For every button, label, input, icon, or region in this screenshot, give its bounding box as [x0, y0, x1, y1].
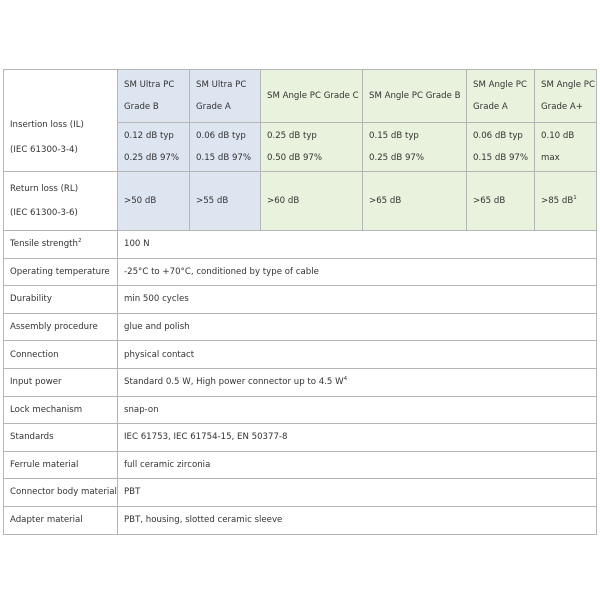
return-loss-value	[261, 172, 363, 231]
row-label	[4, 479, 118, 507]
spec-table	[3, 69, 597, 535]
column-header-sm-ultra-pc-grade-a	[190, 70, 261, 123]
row-label	[4, 451, 118, 479]
row-label-text: Durability	[10, 294, 52, 305]
insertion-loss-value	[190, 123, 261, 172]
return-loss-value-text: >85 dB	[541, 195, 574, 206]
column-header-line1: SM Ultra PC	[196, 79, 247, 90]
return-loss-value-text: >55 dB	[196, 195, 229, 206]
return-loss-label-cell	[4, 172, 118, 231]
row-label	[4, 313, 118, 341]
insertion-loss-typ: 0.12 dB typ	[124, 130, 174, 141]
row-label	[4, 341, 118, 369]
row-value-text: PBT	[124, 487, 141, 498]
row-label	[4, 258, 118, 286]
row-value-text: snap-on	[124, 404, 159, 415]
row-label-text: Connector body material	[10, 487, 117, 498]
column-header-line1: SM Angle PC Grade C	[267, 90, 359, 101]
row-label	[4, 286, 118, 314]
return-loss-row	[4, 172, 597, 231]
row-value	[118, 479, 597, 507]
table-header-row	[4, 70, 597, 123]
return-loss-value-text: >65 dB	[473, 195, 506, 206]
insertion-loss-typ: 0.06 dB typ	[473, 130, 523, 141]
table-row	[4, 368, 597, 396]
table-row	[4, 286, 597, 314]
table-row	[4, 258, 597, 286]
row-value	[118, 313, 597, 341]
insertion-loss-value	[261, 123, 363, 172]
insertion-loss-standard: (IEC 61300-3-4)	[10, 144, 78, 155]
return-loss-value-text: >60 dB	[267, 195, 300, 206]
column-header-sm-angle-pc-grade-a	[467, 70, 535, 123]
row-value	[118, 258, 597, 286]
insertion-loss-97: max	[541, 153, 560, 163]
row-label-text: Assembly procedure	[10, 321, 98, 332]
insertion-loss-value	[363, 123, 467, 172]
return-loss-value	[467, 172, 535, 231]
insertion-loss-typ: 0.25 dB typ	[267, 130, 317, 141]
table-row	[4, 451, 597, 479]
row-value-text: -25°C to +70°C, conditioned by type of cable	[124, 266, 319, 277]
return-loss-title: Return loss (RL)	[10, 183, 79, 194]
footnote-marker: 4	[343, 376, 348, 383]
row-label-text: Tensile strength	[10, 239, 78, 250]
row-label	[4, 231, 118, 259]
row-label-text: Input power	[10, 377, 62, 388]
row-value-text: 100 N	[124, 239, 150, 250]
column-header-line2: Grade A+	[541, 102, 584, 112]
insertion-loss-97: 0.25 dB 97%	[369, 153, 425, 163]
column-header-line1: SM Ultra PC	[124, 79, 175, 90]
insertion-loss-value	[467, 123, 535, 172]
row-value-text: Standard 0.5 W, High power connector up to 4.5 W	[124, 377, 344, 388]
insertion-loss-title: Insertion loss (IL)	[10, 120, 84, 131]
insertion-loss-label-cell	[4, 70, 118, 172]
spec-table-container	[3, 69, 596, 535]
row-value	[118, 451, 597, 479]
column-header-line2: Grade A	[196, 102, 231, 112]
row-label-text: Lock mechanism	[10, 404, 83, 415]
row-value-text: IEC 61753, IEC 61754-15, EN 50377-8	[124, 432, 288, 443]
footnote-marker: 2	[78, 238, 82, 245]
column-header-line2: Grade B	[124, 102, 159, 112]
return-loss-value	[118, 172, 190, 231]
footnote-marker: 1	[573, 194, 577, 201]
column-header-line1: SM Angle PC	[473, 79, 527, 90]
row-value-text: PBT, housing, slotted ceramic sleeve	[124, 515, 283, 526]
return-loss-value-text: >50 dB	[124, 195, 157, 206]
row-value-text: glue and polish	[124, 321, 190, 332]
insertion-loss-value	[118, 123, 190, 172]
insertion-loss-97: 0.25 dB 97%	[124, 153, 180, 163]
row-value	[118, 396, 597, 424]
row-value-text: min 500 cycles	[124, 294, 189, 305]
row-label	[4, 424, 118, 452]
return-loss-value	[190, 172, 261, 231]
row-label-text: Ferrule material	[10, 459, 79, 470]
insertion-loss-typ: 0.15 dB typ	[369, 130, 419, 141]
row-label-text: Standards	[10, 432, 54, 443]
row-value	[118, 231, 597, 259]
table-row	[4, 341, 597, 369]
row-value	[118, 341, 597, 369]
row-label	[4, 396, 118, 424]
column-header-line1: SM Angle PC	[541, 79, 595, 90]
table-row	[4, 479, 597, 507]
insertion-loss-97: 0.15 dB 97%	[473, 153, 529, 163]
return-loss-standard: (IEC 61300-3-6)	[10, 208, 78, 218]
row-value-text: physical contact	[124, 349, 195, 360]
column-header-sm-angle-pc-grade-a-plus	[535, 70, 597, 123]
insertion-loss-97: 0.50 dB 97%	[267, 153, 323, 163]
insertion-loss-97: 0.15 dB 97%	[196, 153, 252, 163]
insertion-loss-label	[10, 86, 111, 155]
row-value-text: full ceramic zirconia	[124, 459, 211, 470]
return-loss-value	[535, 172, 597, 231]
table-row	[4, 231, 597, 259]
column-header-sm-ultra-pc-grade-b	[118, 70, 190, 123]
insertion-loss-typ: 0.10 dB	[541, 130, 575, 141]
row-value	[118, 368, 597, 396]
row-label-text: Adapter material	[10, 515, 83, 526]
insertion-loss-value	[535, 123, 597, 172]
column-header-sm-angle-pc-grade-b	[363, 70, 467, 123]
return-loss-value-text: >65 dB	[369, 195, 402, 206]
column-header-line1: SM Angle PC Grade B	[369, 90, 461, 101]
row-value	[118, 506, 597, 534]
row-label-text: Connection	[10, 349, 59, 360]
row-label-text: Operating temperature	[10, 266, 110, 277]
column-header-line2: Grade A	[473, 102, 508, 112]
row-value	[118, 286, 597, 314]
table-row	[4, 424, 597, 452]
row-value	[118, 424, 597, 452]
row-label	[4, 506, 118, 534]
insertion-loss-typ: 0.06 dB typ	[196, 130, 246, 141]
row-label	[4, 368, 118, 396]
table-row	[4, 396, 597, 424]
return-loss-value	[363, 172, 467, 231]
table-row	[4, 313, 597, 341]
table-row	[4, 506, 597, 534]
column-header-sm-angle-pc-grade-c	[261, 70, 363, 123]
